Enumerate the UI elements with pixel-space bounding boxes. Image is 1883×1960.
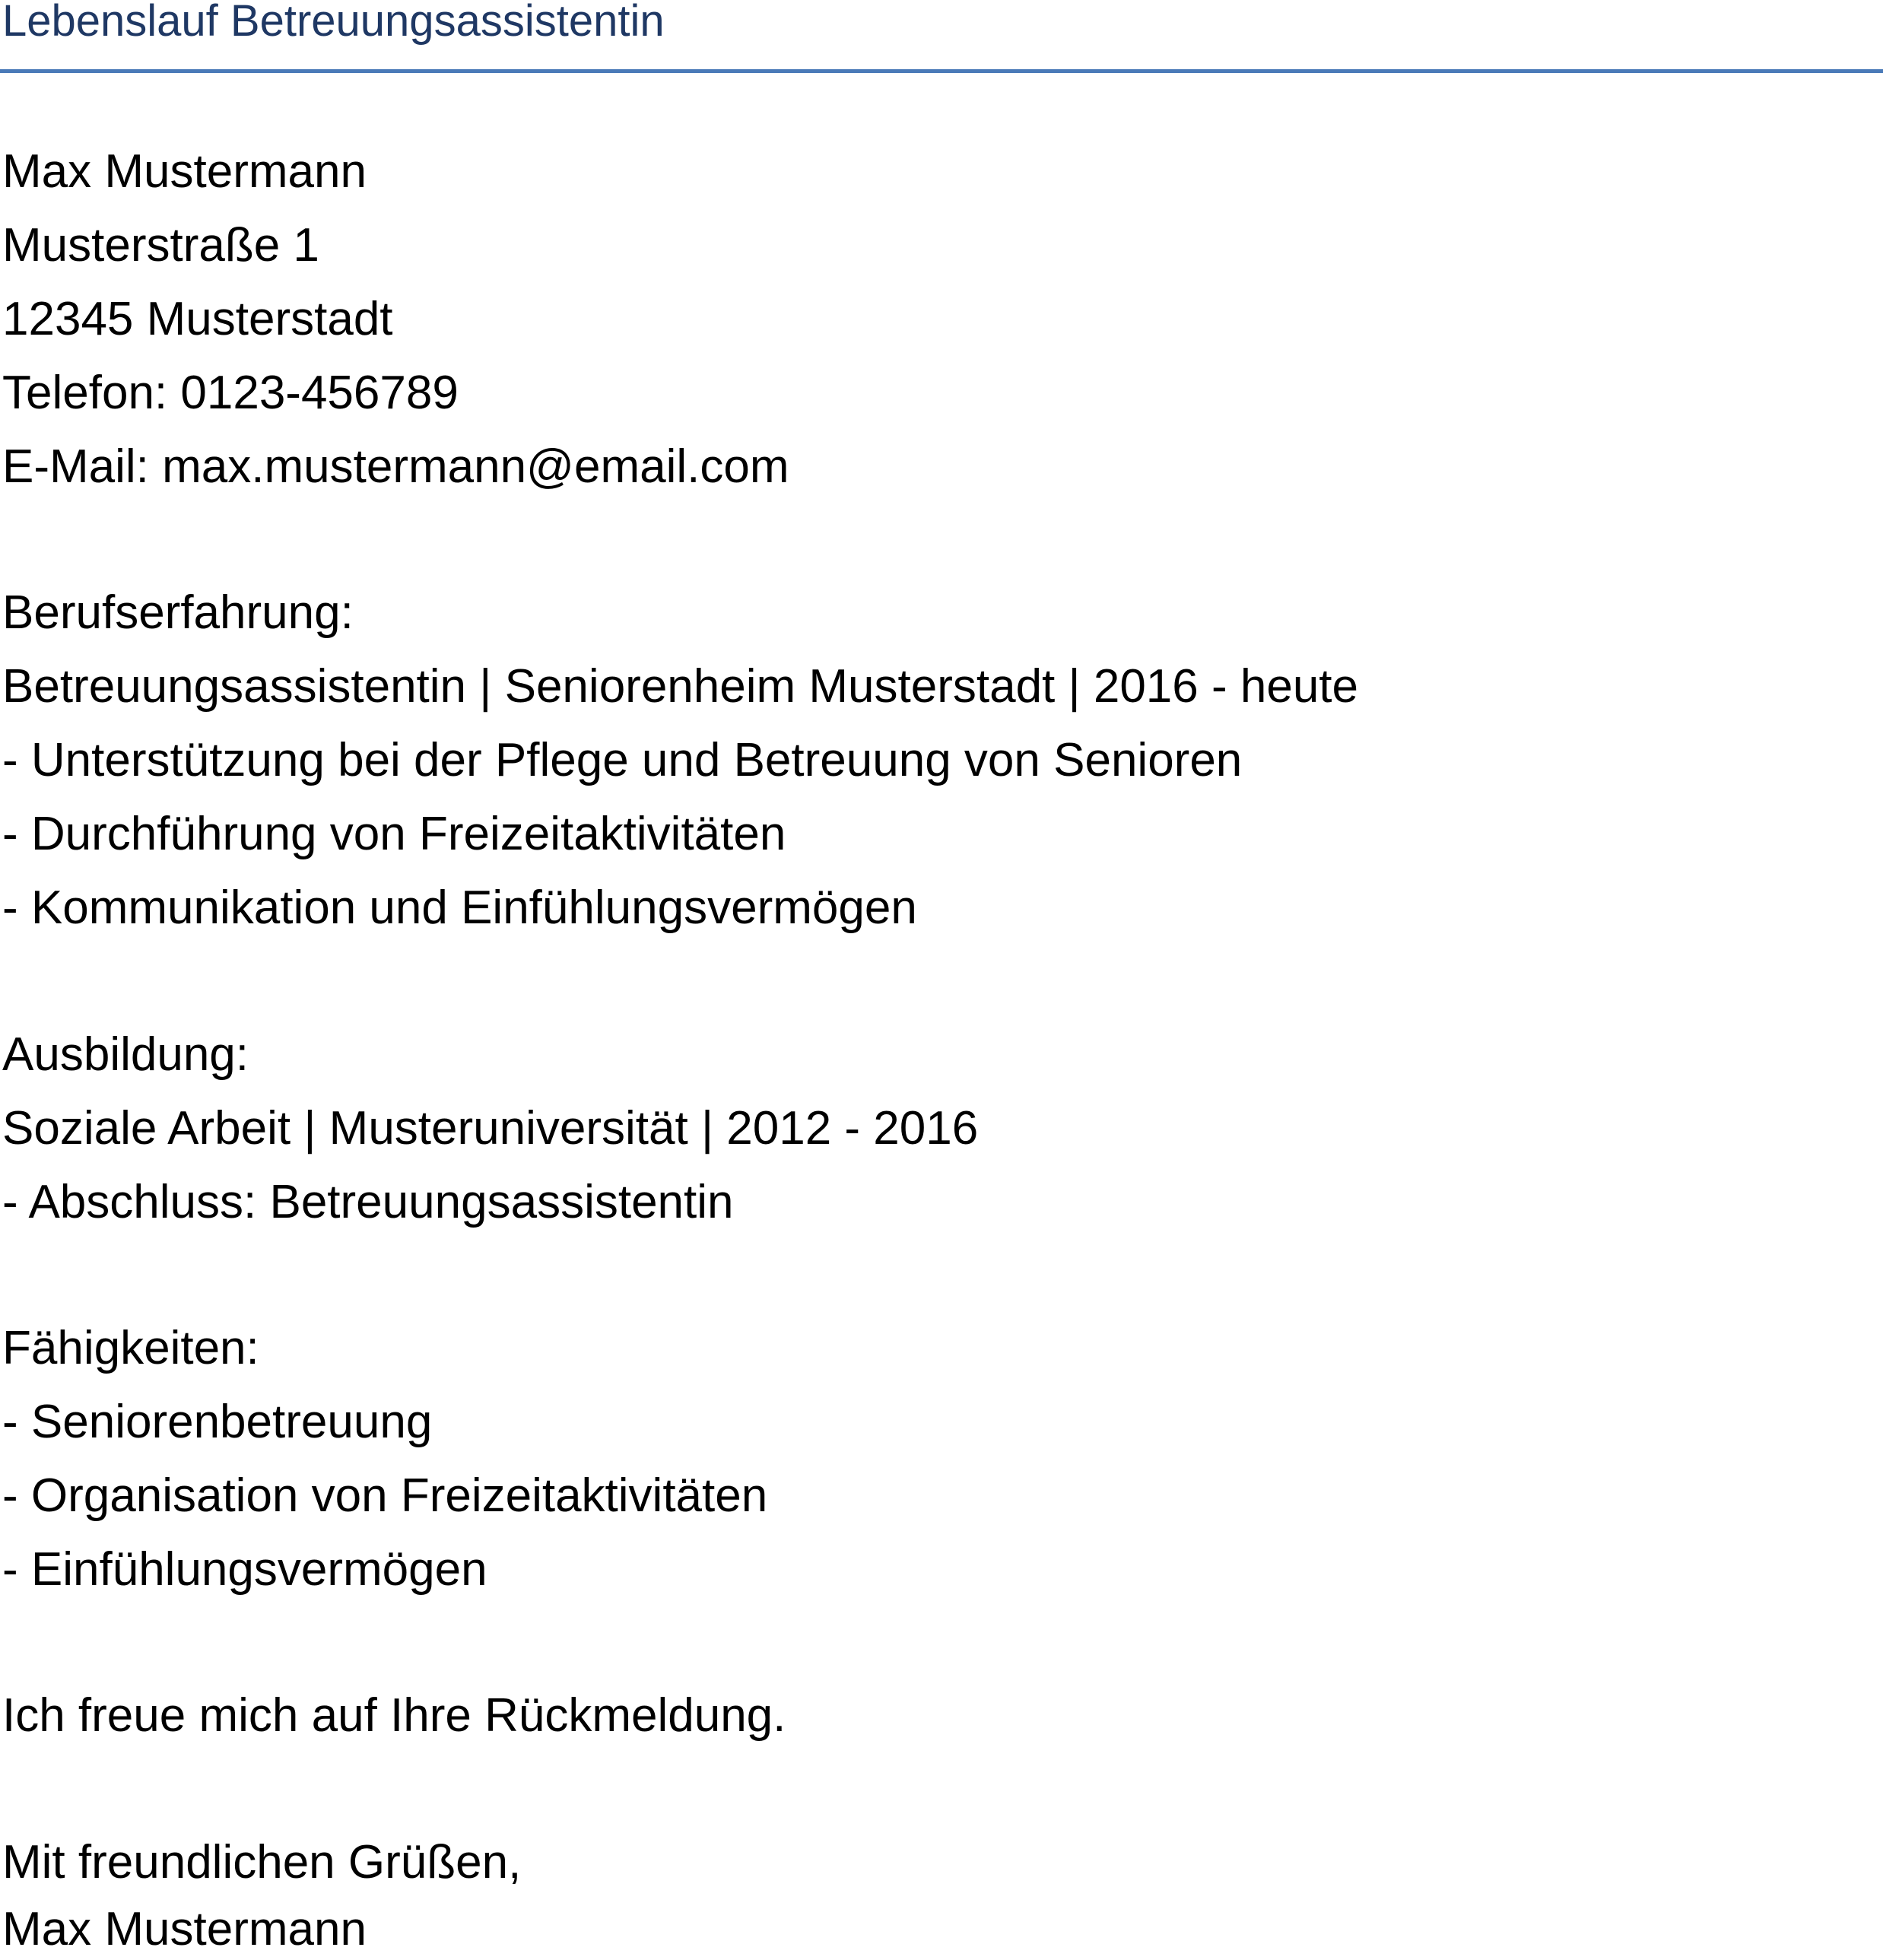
closing-message: Ich freue mich auf Ihre Rückmeldung. (2, 1689, 786, 1742)
education-entry: Soziale Arbeit | Musteruniversität | 2012 - 2016 (2, 1102, 979, 1155)
title-underline (0, 69, 1883, 73)
closing-signature: Max Mustermann (2, 1903, 367, 1955)
experience-position: Betreuungsassistentin | Seniorenheim Musterstadt | 2016 - heute (2, 660, 1359, 713)
experience-item: - Durchführung von Freizeitaktivitäten (2, 808, 786, 860)
skills-item: - Seniorenbetreuung (2, 1396, 433, 1448)
document-title: Lebenslauf Betreuungsassistentin (2, 0, 665, 46)
education-heading: Ausbildung: (2, 1028, 249, 1081)
contact-city: 12345 Musterstadt (2, 293, 393, 345)
education-item: - Abschluss: Betreuungsassistentin (2, 1176, 734, 1228)
contact-street: Musterstraße 1 (2, 219, 319, 272)
skills-heading: Fähigkeiten: (2, 1322, 259, 1374)
experience-item: - Unterstützung bei der Pflege und Betreuung von Senioren (2, 734, 1243, 786)
skills-item: - Einfühlungsvermögen (2, 1543, 487, 1596)
contact-name: Max Mustermann (2, 145, 367, 198)
experience-item: - Kommunikation und Einfühlungsvermögen (2, 882, 917, 934)
contact-email: E-Mail: max.mustermann@email.com (2, 440, 789, 493)
closing-greeting: Mit freundlichen Grüßen, (2, 1836, 522, 1889)
experience-heading: Berufserfahrung: (2, 586, 354, 639)
skills-item: - Organisation von Freizeitaktivitäten (2, 1469, 768, 1522)
contact-phone: Telefon: 0123-456789 (2, 367, 459, 419)
